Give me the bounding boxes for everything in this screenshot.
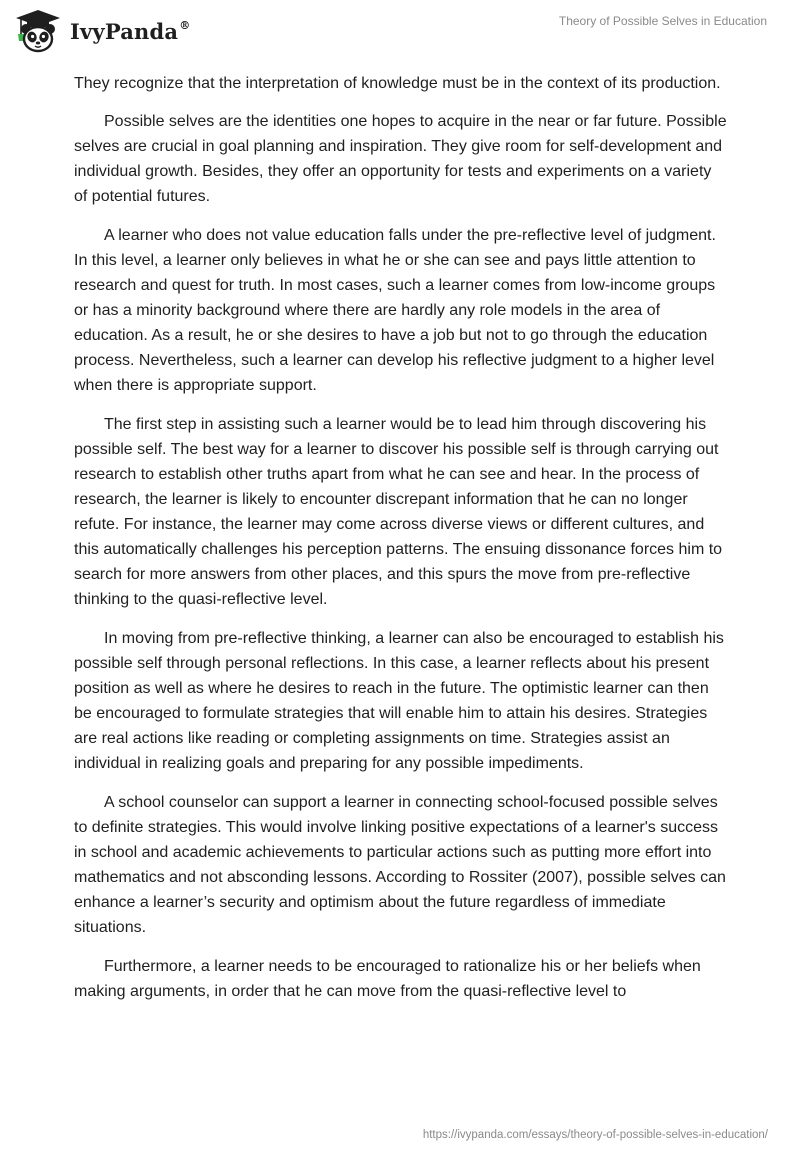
paragraph: A school counselor can support a learner in connecting school-focused possible selves to definite strategies. This would involve linking positive expectations of a learner's success in school and academic achievements to particular actions such as putting more effort into mathematics and not absconding lessons. According to Rossiter (2007), possible selves can enhance a learner’s security and optimism about the future regardless of immediate situations. — [74, 794, 726, 936]
paragraph: They recognize that the interpretation of knowledge must be in the context of its production. — [74, 75, 721, 92]
paragraph: Furthermore, a learner needs to be encouraged to rationalize his or her beliefs when making arguments, in order that he can move from the quasi-reflective level to — [74, 958, 701, 1000]
brand-name: IvyPanda® — [70, 18, 191, 44]
page-header — [0, 0, 800, 62]
document-title: Theory of Possible Selves in Education — [558, 14, 767, 28]
essay-body — [74, 71, 728, 1018]
paragraph: A learner who does not value education falls under the pre-reflective level of judgment. In this level, a learner only believes in what he or she can see and pays little attention to research and quest for truth. In most cases, such a learner comes from low-income groups or has a minority background where there are hardly any role models in the area of education. As a result, he or she desires to have a job but not to go through the education process. Nevertheless, such a learner can develop his reflective judgment to a higher level when there is appropriate support. — [74, 227, 716, 394]
paragraph: In moving from pre-reflective thinking, a learner can also be encouraged to establish his possible self through personal reflections. In this case, a learner reflects about his present position as well as where he desires to reach in the future. The optimistic learner can then be encouraged to formulate strategies that will enable him to attain his desires. Strategies are real actions like reading or completing assignments on time. Strategies assist an individual in realizing goals and preparing for any possible impediments. — [74, 630, 724, 772]
paragraph: The first step in assisting such a learner would be to lead him through discovering his possible self. The best way for a learner to discover his possible self is through carrying out research to establish other truths apart from what he can see and hear. In the process of research, the learner is likely to encounter discrepant information that he can no longer refute. For instance, the learner may come across diverse views or different cultures, and this automatically challenges his perception patterns. The ensuing dissonance forces him to search for more answers from other places, and this spurs the move from pre-reflective thinking to the quasi-reflective level. — [74, 416, 723, 608]
ivypanda-logo[interactable] — [14, 8, 190, 54]
panda-graduate-icon — [14, 8, 62, 54]
paragraph: Possible selves are the identities one hopes to acquire in the near or far future. Possible selves are crucial in goal planning and inspiration. They give room for self-development and individual growth. Besides, they offer an opportunity for tests and experiments on a variety of potential futures. — [74, 113, 727, 205]
source-url[interactable]: https://ivypanda.com/essays/theory-of-possible-selves-in-education/ — [422, 1129, 768, 1141]
